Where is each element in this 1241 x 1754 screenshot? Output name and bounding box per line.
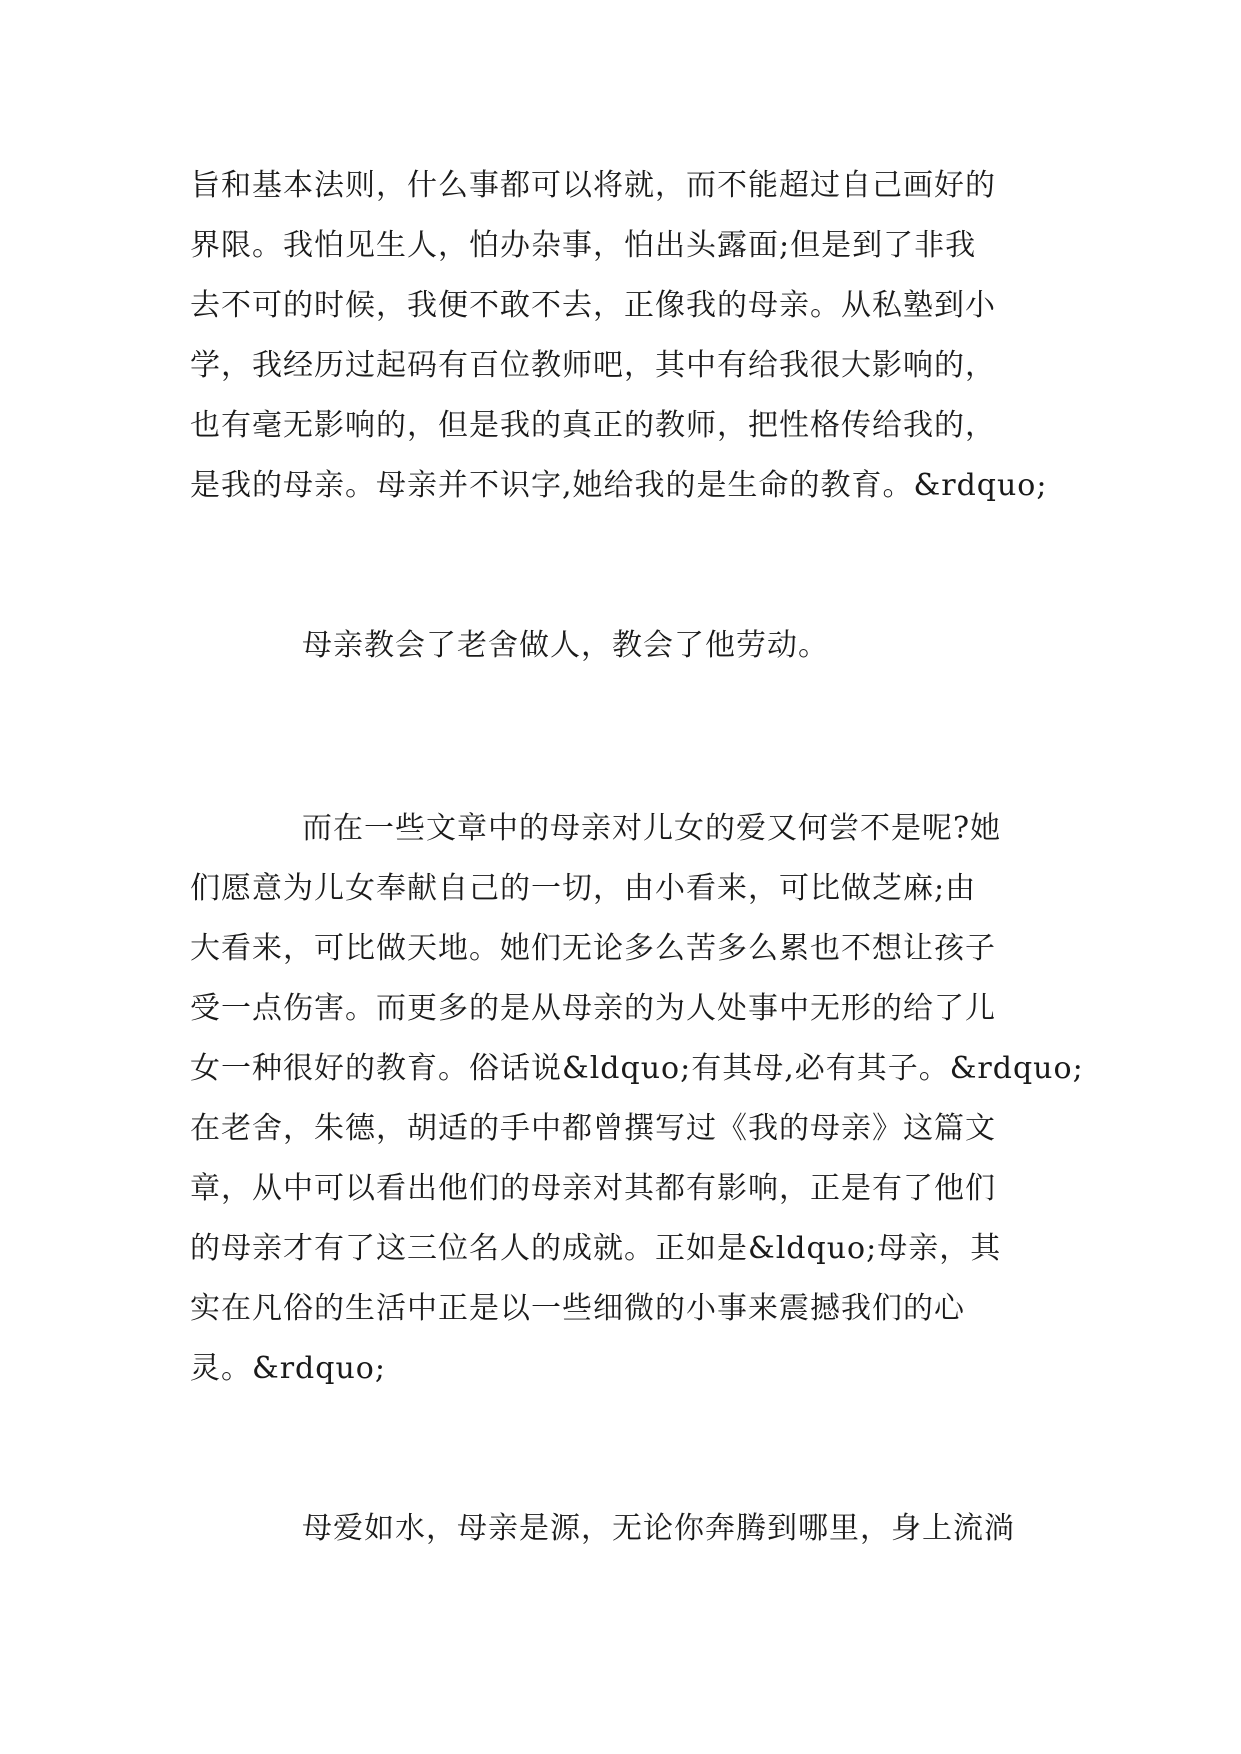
paragraph-1-line-2: 界限。我怕见生人，怕办杂事，怕出头露面;但是到了非我 xyxy=(190,228,977,263)
paragraph-1-line-1: 旨和基本法则，什么事都可以将就，而不能超过自己画好的 xyxy=(190,168,996,203)
paragraph-3-line-3: 大看来，可比做天地。她们无论多么苦多么累也不想让孩子 xyxy=(190,931,996,966)
paragraph-3-line-7: 章，从中可以看出他们的母亲对其都有影响，正是有了他们 xyxy=(190,1171,996,1206)
paragraph-3-line-2: 们愿意为儿女奉献自己的一切，由小看来，可比做芝麻;由 xyxy=(190,871,977,906)
paragraph-3-line-1: 而在一些文章中的母亲对儿女的爱又何尝不是呢?她 xyxy=(302,811,1002,846)
paragraph-3-line-8: 的母亲才有了这三位名人的成就。正如是&ldquo;母亲，其 xyxy=(190,1231,1002,1266)
paragraph-3-line-6: 在老舍，朱德，胡适的手中都曾撰写过《我的母亲》这篇文 xyxy=(190,1111,996,1146)
paragraph-2-line-1: 母亲教会了老舍做人，教会了他劳动。 xyxy=(302,628,829,663)
paragraph-3-line-9: 实在凡俗的生活中正是以一些细微的小事来震撼我们的心 xyxy=(190,1291,965,1326)
paragraph-1-line-3: 去不可的时候，我便不敢不去，正像我的母亲。从私塾到小 xyxy=(190,288,996,323)
paragraph-1-line-4: 学，我经历过起码有百位教师吧，其中有给我很大影响的， xyxy=(190,348,996,383)
paragraph-3-line-5: 女一种很好的教育。俗话说&ldquo;有其母,必有其子。&rdquo; xyxy=(190,1051,1084,1086)
paragraph-4-line-1: 母爱如水，母亲是源，无论你奔腾到哪里，身上流淌 xyxy=(302,1511,1015,1546)
paragraph-3-line-10: 灵。&rdquo; xyxy=(190,1351,386,1386)
paragraph-3-line-4: 受一点伤害。而更多的是从母亲的为人处事中无形的给了儿 xyxy=(190,991,996,1026)
paragraph-1-line-6: 是我的母亲。母亲并不识字,她给我的是生命的教育。&rdquo; xyxy=(190,468,1048,503)
paragraph-1-line-5: 也有毫无影响的，但是我的真正的教师，把性格传给我的， xyxy=(190,408,996,443)
